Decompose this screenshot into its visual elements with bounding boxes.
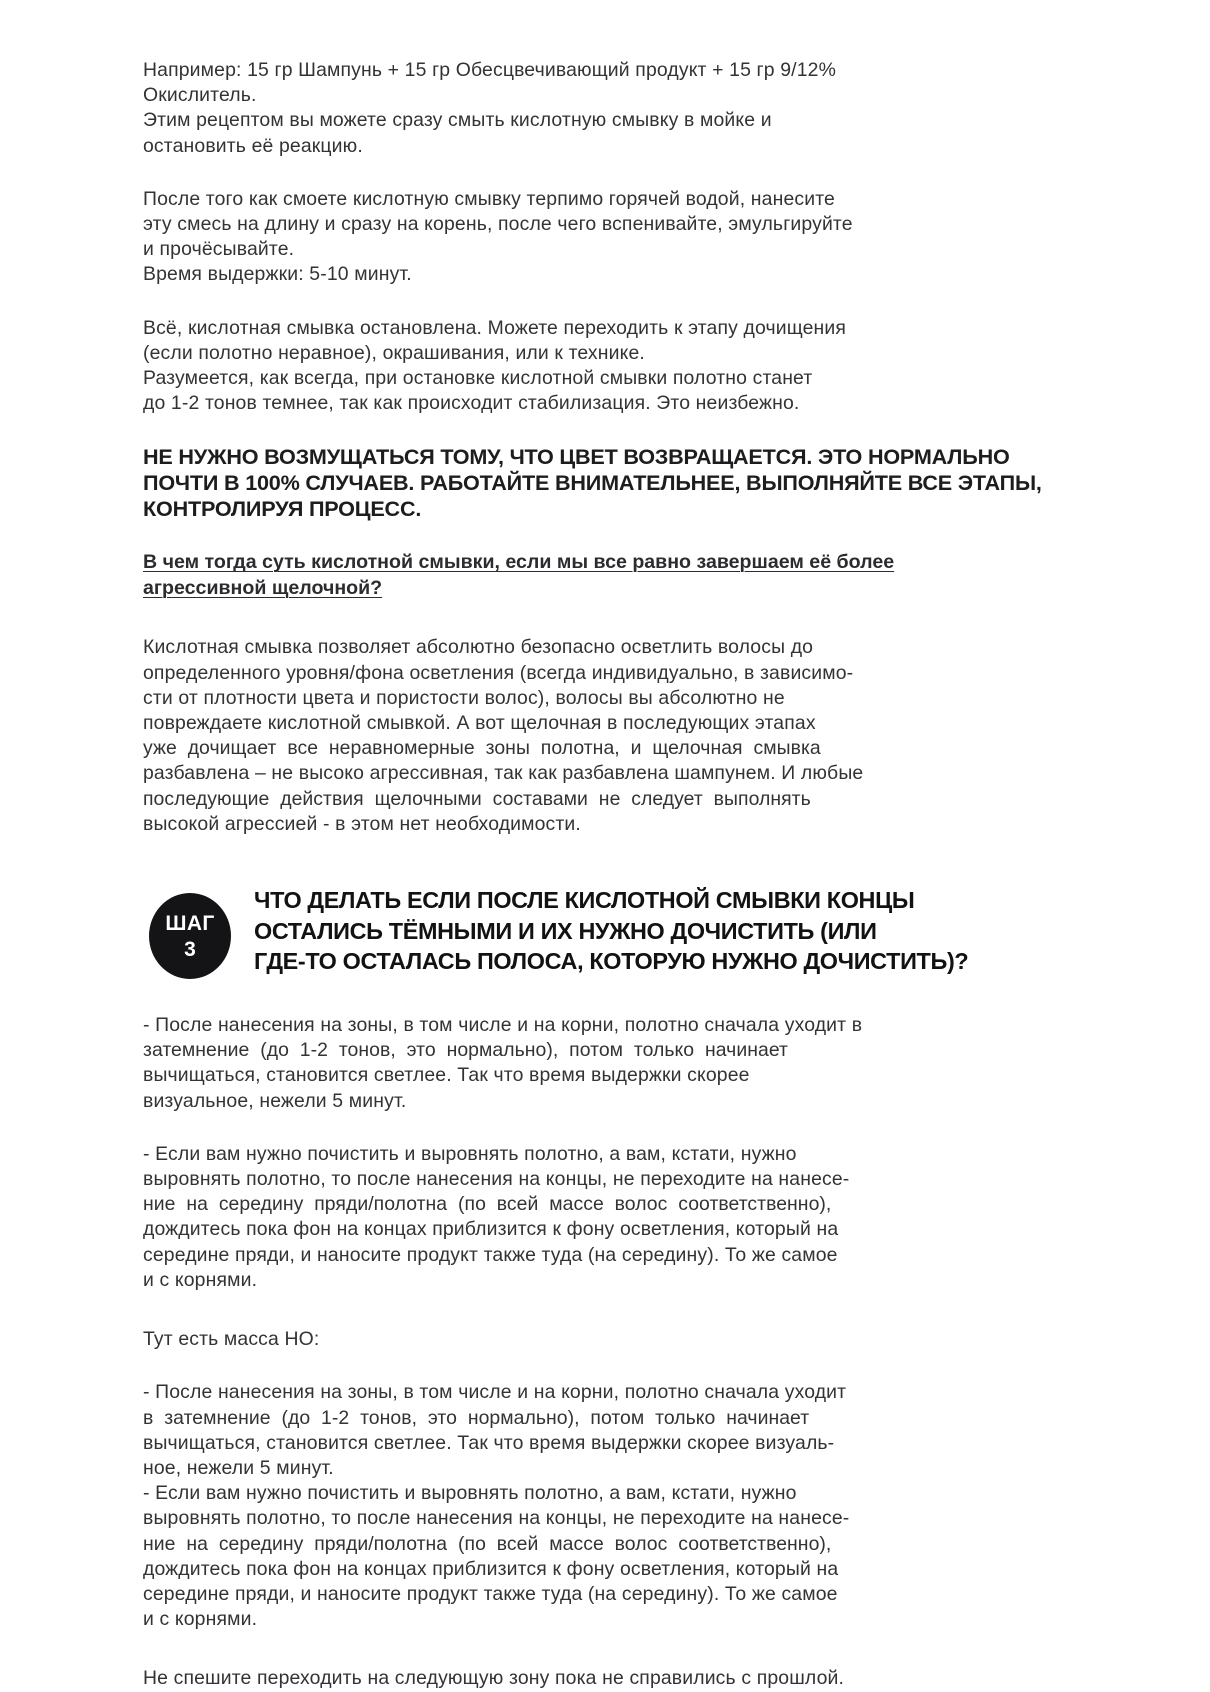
- spacer: [143, 837, 1051, 881]
- step-badge-number: 3: [184, 937, 196, 961]
- text-line: После того как смоете кислотную смывку терпимо горячей водой, нанесите: [143, 187, 835, 210]
- spacer: [143, 288, 1051, 316]
- text-line: - Если вам нужно почистить и выровнять полотно, а вам, кстати, нужно: [143, 1482, 797, 1505]
- text-line: агрессивной щелочной?: [143, 576, 383, 599]
- text-line: определенного уровня/фона осветления (всегда индивидуально, в зависимо-: [143, 661, 854, 684]
- spacer: [143, 1114, 1051, 1142]
- text-line: высокой агрессией - в этом нет необходимости.: [143, 812, 581, 835]
- paragraph-repeat-two: [143, 1481, 1051, 1632]
- text-line: затемнение (до 1-2 тонов, это нормально), потом только начинает: [143, 1039, 788, 1062]
- paragraph-question-answer: [143, 635, 1051, 837]
- paragraph-intro-recipe: [143, 58, 1051, 159]
- text-line: ЧТО ДЕЛАТЬ ЕСЛИ ПОСЛЕ КИСЛОТНОЙ СМЫВКИ КОНЦЫ: [254, 887, 915, 914]
- text-line: Время выдержки: 5-10 минут.: [143, 263, 412, 286]
- spacer: [143, 522, 1051, 550]
- text-line: последующие действия щелочными составами не следует выполнять: [143, 787, 811, 810]
- text-line: визуальное, нежели 5 минут.: [143, 1089, 407, 1112]
- paragraph-caps-warning: [143, 444, 1051, 522]
- text-line: ГДЕ-ТО ОСТАЛАСЬ ПОЛОСА, КОТОРУЮ НУЖНО ДОЧИСТИТЬ)?: [254, 948, 969, 975]
- text-line: середине пряди, и наносите продукт также туда (на середину). То же самое: [143, 1582, 838, 1605]
- paragraph-bullet-one: [143, 1013, 1051, 1114]
- text-line: ное, нежели 5 минут.: [143, 1456, 334, 1479]
- text-line: В чем тогда суть кислотной смывки, если мы все равно завершаем её более: [143, 551, 895, 574]
- spacer: [143, 159, 1051, 187]
- text-line: вычищаться, становится светлее. Так что время выдержки скорее: [143, 1064, 750, 1087]
- text-line: Не спешите переходить на следующую зону пока не справились с прошлой.: [143, 1667, 845, 1690]
- text-line: - После нанесения на зоны, в том числе и на корни, полотно сначала уходит: [143, 1381, 847, 1404]
- text-line: Разумеется, как всегда, при остановке кислотной смывки полотно станет: [143, 367, 813, 390]
- text-line: НЕ НУЖНО ВОЗМУЩАТЬСЯ ТОМУ, ЧТО ЦВЕТ ВОЗВРАЩАЕТСЯ. ЭТО НОРМАЛЬНО: [143, 444, 1010, 470]
- text-line: в затемнение (до 1-2 тонов, это нормально), потом только начинает: [143, 1406, 810, 1429]
- text-line: ОСТАЛИСЬ ТЁМНЫМИ И ИХ НУЖНО ДОЧИСТИТЬ (ИЛИ: [254, 917, 877, 944]
- spacer: [143, 601, 1051, 635]
- text-line: и прочёсывайте.: [143, 238, 295, 261]
- text-line: вычищаться, становится светлее. Так что время выдержки скорее визуаль-: [143, 1431, 835, 1454]
- step-badge-icon: [149, 893, 231, 979]
- text-line: и с корнями.: [143, 1268, 258, 1291]
- document-content: [143, 58, 1051, 1692]
- text-line: Окислитель.: [143, 84, 257, 107]
- text-line: середине пряди, и наносите продукт также туда (на середину). То же самое: [143, 1243, 838, 1266]
- spacer: [143, 416, 1051, 444]
- text-line: эту смесь на длину и сразу на корень, после чего вспенивайте, эмульгируйте: [143, 213, 853, 236]
- spacer: [143, 1293, 1051, 1327]
- text-line: - Если вам нужно почистить и выровнять полотно, а вам, кстати, нужно: [143, 1142, 797, 1165]
- spacer: [143, 1632, 1051, 1666]
- text-line: повреждаете кислотной смывкой. А вот щелочная в последующих этапах: [143, 712, 816, 735]
- text-line: сти от плотности цвета и пористости волос), волосы вы абсолютно не: [143, 686, 785, 709]
- paragraph-note-lead: [143, 1327, 1051, 1352]
- text-line: разбавлена – не высоко агрессивная, так как разбавлена шампунем. И любые: [143, 762, 864, 785]
- text-line: уже дочищает все неравномерные зоны полотна, и щелочная смывка: [143, 737, 821, 760]
- paragraph-stop-result: [143, 316, 1051, 417]
- text-line: выровнять полотно, то после нанесения на концы, не переходите на нанесе-: [143, 1507, 850, 1530]
- text-line: Кислотная смывка позволяет абсолютно безопасно осветлить волосы до: [143, 636, 814, 659]
- text-line: ние на середину пряди/полотна (по всей массе волос соответственно),: [143, 1532, 832, 1555]
- text-line: Всё, кислотная смывка остановлена. Можете переходить к этапу дочищения: [143, 316, 847, 339]
- text-line: (если полотно неравное), окрашивания, или к технике.: [143, 341, 645, 364]
- text-line: и с корнями.: [143, 1608, 258, 1631]
- paragraph-rinse-instructions: [143, 187, 1051, 288]
- text-line: ПОЧТИ В 100% СЛУЧАЕВ. РАБОТАЙТЕ ВНИМАТЕЛЬНЕЕ, ВЫПОЛНЯЙТЕ ВСЕ ЭТАПЫ,: [143, 470, 1042, 496]
- text-line: ние на середину пряди/полотна (по всей массе волос соответственно),: [143, 1193, 832, 1216]
- text-line: - После нанесения на зоны, в том числе и на корни, полотно сначала уходит в: [143, 1014, 863, 1037]
- step-heading-block: [143, 881, 1051, 979]
- paragraph-bullet-two: [143, 1142, 1051, 1293]
- spacer: [143, 979, 1051, 1013]
- text-line: выровнять полотно, то после нанесения на концы, не переходите на нанесе-: [143, 1168, 850, 1191]
- text-line: КОНТРОЛИРУЯ ПРОЦЕСС.: [143, 496, 422, 522]
- paragraph-closing: [143, 1666, 1051, 1691]
- text-line: Например: 15 гр Шампунь + 15 гр Обесцвечивающий продукт + 15 гр 9/12%: [143, 59, 836, 81]
- text-line: остановить её реакцию.: [143, 134, 363, 157]
- heading-question: [143, 550, 1051, 601]
- paragraph-repeat-one: [143, 1380, 1051, 1481]
- text-line: до 1-2 тонов темнее, так как происходит стабилизация. Это неизбежно.: [143, 392, 800, 415]
- text-line: Этим рецептом вы можете сразу смыть кислотную смывку в мойке и: [143, 109, 772, 132]
- step-title: [254, 881, 968, 977]
- step-badge-word: ШАГ: [165, 911, 215, 935]
- text-line: дождитесь пока фон на концах приблизится к фону осветления, который на: [143, 1557, 839, 1580]
- text-line: Тут есть масса НО:: [143, 1328, 320, 1351]
- text-line: дождитесь пока фон на концах приблизится к фону осветления, который на: [143, 1218, 839, 1241]
- spacer: [143, 1352, 1051, 1380]
